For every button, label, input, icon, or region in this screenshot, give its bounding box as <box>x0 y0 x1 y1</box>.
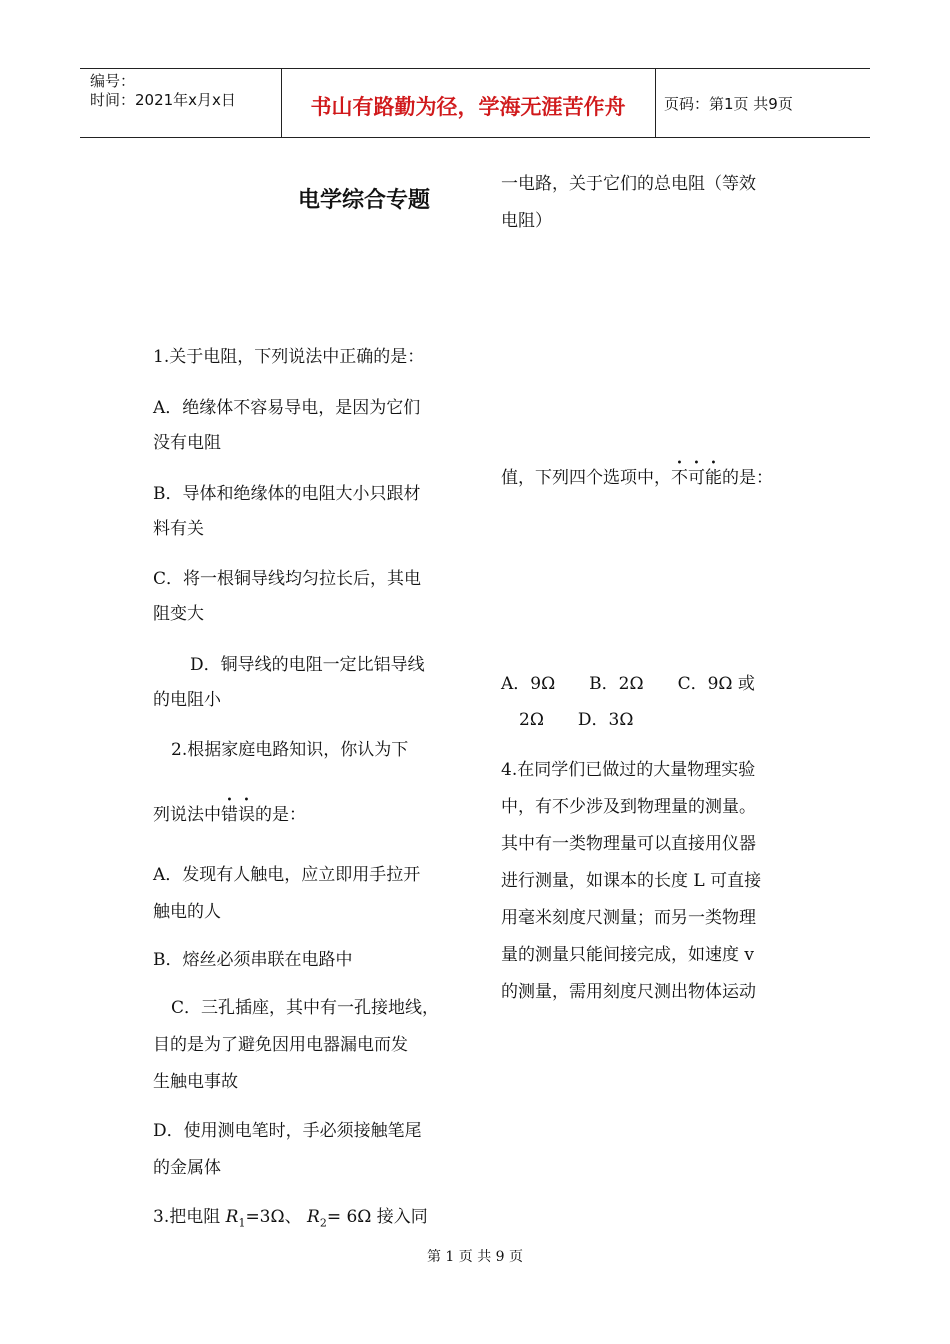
page-footer: 第 1 页 共 9 页 <box>426 1249 524 1265</box>
q1-option-c: C．将一根铜导线均匀拉长后，其电 <box>153 569 422 589</box>
header-meta <box>90 72 236 110</box>
emphasis-char: 误 <box>238 805 255 825</box>
q1-stem: 1.关于电阻，下列说法中正确的是： <box>153 347 425 367</box>
q2-stem-cont <box>153 805 306 825</box>
emphasis-char: 可 <box>688 468 705 488</box>
doc-title: 电学综合专题 <box>298 188 431 213</box>
q1-option-a: A．绝缘体不容易导电，是因为它们 <box>153 398 421 418</box>
q1-option-b: B．导体和绝缘体的电阻大小只跟材 <box>153 484 421 504</box>
q3-stem <box>153 1207 428 1233</box>
q1-option-a-cont: 没有电阻 <box>153 433 221 453</box>
emphasis-text <box>221 805 255 825</box>
q2-option-b: B．熔丝必须串联在电路中 <box>153 950 353 970</box>
q3-stem-cont2: 电阻） <box>501 211 552 231</box>
q3-stem-cont3 <box>501 468 773 488</box>
q2-option-c-cont2: 生触电事故 <box>153 1072 238 1092</box>
q3-stem-cont: 一电路，关于它们的总电阻（等效 <box>501 174 756 194</box>
resistor-symbol: R <box>225 1207 239 1227</box>
q2-option-d: D．使用测电笔时，手必须接触笔尾 <box>153 1121 422 1141</box>
resistor-subscript: 2 <box>319 1216 327 1230</box>
q4-line: 的测量，需用刻度尺测出物体运动 <box>501 982 756 1002</box>
resistor-subscript: 1 <box>238 1216 246 1230</box>
q2-option-d-cont: 的金属体 <box>153 1158 221 1178</box>
resistor-value: =3Ω、 <box>245 1207 302 1227</box>
q4-line: 中，有不少涉及到物理量的测量。 <box>501 797 756 817</box>
header-motto: 书山有路勤为径，学海无涯苦作舟 <box>310 95 626 119</box>
q3-stem-text: 的是： <box>722 468 773 488</box>
header-number: 编号： <box>90 72 136 90</box>
header-divider <box>655 69 656 137</box>
header-time: 时间：2021年x月x日 <box>90 91 236 109</box>
q3-options-cont: 2Ω D．3Ω <box>519 710 634 730</box>
q3-options: A．9Ω B．2Ω C．9Ω 或 <box>501 674 755 694</box>
q4-line: 用毫米刻度尺测量；而另一类物理 <box>501 908 756 928</box>
q2-option-a: A．发现有人触电，应立即用手拉开 <box>153 865 421 885</box>
emphasis-char: 错 <box>221 805 238 825</box>
q4-line: 进行测量，如课本的长度 L 可直接 <box>501 871 762 891</box>
resistor-value: = 6Ω 接入同 <box>326 1207 428 1227</box>
emphasis-char: 能 <box>705 468 722 488</box>
page-header <box>80 68 870 138</box>
q2-stem-text: 列说法中 <box>153 805 221 825</box>
q4-line: 4.在同学们已做过的大量物理实验 <box>501 760 756 780</box>
q2-option-c: C．三孔插座，其中有一孔接地线， <box>171 998 440 1018</box>
q2-stem: 2.根据家庭电路知识，你认为下 <box>171 740 409 760</box>
q4-line: 量的测量只能间接完成，如速度 v <box>501 945 755 965</box>
resistor-symbol: R <box>307 1207 320 1227</box>
q1-option-b-cont: 料有关 <box>153 519 204 539</box>
q2-stem-text: 的是： <box>255 805 306 825</box>
q2-option-c-cont: 目的是为了避免因用电器漏电而发 <box>153 1035 408 1055</box>
q1-option-d-cont: 的电阻小 <box>153 690 221 710</box>
q1-option-d: D．铜导线的电阻一定比铝导线 <box>190 655 425 675</box>
emphasis-text <box>671 468 722 488</box>
q3-stem-text: 3.把电阻 <box>153 1207 226 1227</box>
header-page: 页码：第1页 共9页 <box>664 95 793 113</box>
q1-option-c-cont: 阻变大 <box>153 604 204 624</box>
emphasis-char: 不 <box>671 468 688 488</box>
q4-line: 其中有一类物理量可以直接用仪器 <box>501 834 756 854</box>
q2-option-a-cont: 触电的人 <box>153 902 221 922</box>
q3-stem-text: 值，下列四个选项中， <box>501 468 671 488</box>
